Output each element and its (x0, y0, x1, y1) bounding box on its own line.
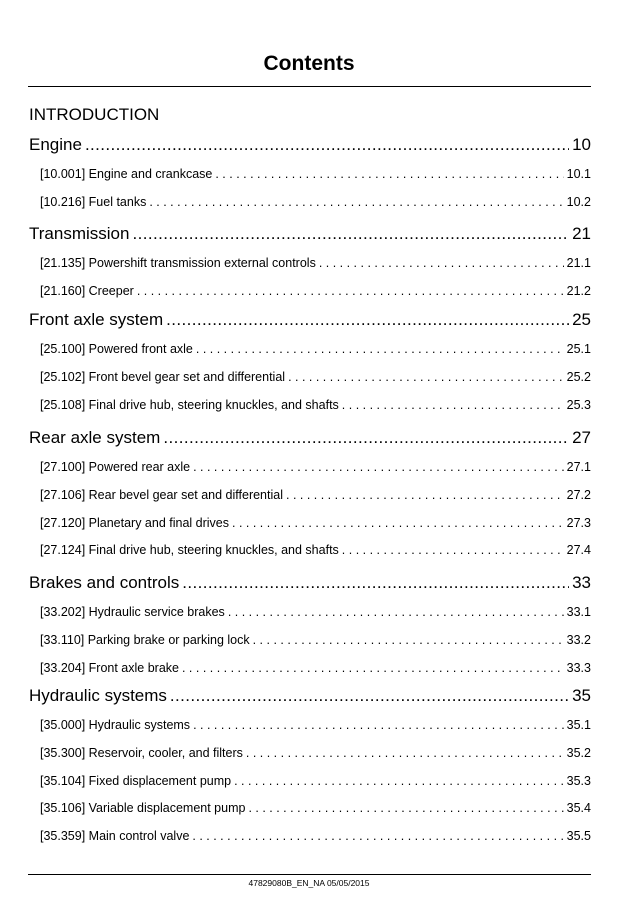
toc-introduction[interactable]: INTRODUCTION (29, 105, 160, 124)
toc-section[interactable] (40, 829, 591, 847)
dot-leader (137, 284, 564, 298)
dot-leader (163, 428, 569, 448)
section-title: [35.000] Hydraulic systems (40, 718, 191, 732)
section-page-number: 10.2 (566, 194, 591, 209)
chapter-title: Front axle system (29, 310, 164, 329)
dot-leader (342, 543, 564, 557)
dot-leader (193, 460, 564, 474)
section-title: [10.001] Engine and crankcase (40, 167, 213, 181)
chapter-title: Engine (29, 135, 82, 154)
section-page-number: 27.2 (566, 487, 591, 502)
toc-chapter[interactable] (29, 428, 591, 450)
toc-section[interactable] (40, 167, 591, 185)
chapter-page-number: 27 (572, 428, 591, 447)
toc-section[interactable] (40, 460, 591, 478)
toc-section[interactable] (40, 284, 591, 302)
section-title: [10.216] Fuel tanks (40, 194, 147, 209)
dot-leader (85, 135, 569, 155)
dot-leader (215, 167, 563, 181)
toc-section[interactable] (40, 516, 591, 534)
dot-leader (228, 605, 564, 619)
toc-chapter[interactable] (29, 224, 591, 246)
dot-leader (170, 686, 569, 706)
toc-section[interactable] (40, 774, 591, 792)
dot-leader (192, 829, 563, 843)
dot-leader (182, 573, 569, 593)
toc-section[interactable] (40, 342, 591, 360)
toc-section[interactable] (40, 488, 591, 506)
section-title: [35.106] Variable displacement pump (40, 801, 246, 816)
toc-chapter[interactable] (29, 135, 591, 157)
section-title: [27.106] Rear bevel gear set and differential (40, 487, 283, 502)
dot-leader (166, 310, 569, 330)
section-title: [21.135] Powershift transmission external controls (40, 256, 316, 270)
toc-section[interactable] (40, 661, 591, 679)
section-title: [21.160] Creeper (40, 283, 134, 298)
section-title: [33.204] Front axle brake (40, 660, 179, 675)
dot-leader (232, 516, 564, 530)
chapter-title: Brakes and controls (29, 573, 180, 592)
dot-leader (193, 718, 564, 732)
page-title: Contents (263, 52, 355, 75)
chapter-page-number: 33 (572, 573, 591, 592)
chapter-title: Transmission (29, 224, 130, 243)
toc-section[interactable] (40, 801, 591, 819)
section-page-number: 10.1 (566, 167, 591, 181)
section-page-number: 35.5 (566, 829, 591, 844)
dot-leader (253, 633, 564, 647)
chapter-page-number: 21 (572, 224, 591, 243)
section-page-number: 35.1 (566, 718, 591, 732)
section-title: [33.202] Hydraulic service brakes (40, 605, 225, 619)
toc-chapter[interactable] (29, 686, 591, 708)
toc-section[interactable] (40, 543, 591, 561)
section-page-number: 33.1 (566, 605, 591, 619)
section-page-number: 21.1 (566, 256, 591, 270)
section-page-number: 27.1 (566, 460, 591, 474)
dot-leader (132, 224, 569, 244)
dot-leader (149, 195, 563, 209)
section-page-number: 25.3 (566, 397, 591, 412)
chapter-page-number: 25 (572, 310, 591, 329)
section-title: [27.120] Planetary and final drives (40, 515, 230, 530)
toc-chapter[interactable] (29, 573, 591, 595)
section-page-number: 35.2 (566, 745, 591, 760)
section-title: [27.100] Powered rear axle (40, 460, 191, 474)
section-page-number: 25.1 (566, 342, 591, 356)
toc-section[interactable] (40, 370, 591, 388)
toc-section[interactable] (40, 256, 591, 274)
section-title: [35.300] Reservoir, cooler, and filters (40, 745, 243, 760)
section-title: [33.110] Parking brake or parking lock (40, 632, 250, 647)
dot-leader (248, 801, 563, 815)
section-title: [27.124] Final drive hub, steering knuckles, and shafts (40, 543, 339, 558)
section-title: [35.104] Fixed displacement pump (40, 773, 232, 788)
toc-section[interactable] (40, 718, 591, 736)
dot-leader (234, 774, 564, 788)
toc-section[interactable] (40, 605, 591, 623)
section-page-number: 27.3 (566, 515, 591, 530)
section-page-number: 35.3 (566, 773, 591, 788)
dot-leader (246, 746, 564, 760)
chapter-title: Rear axle system (29, 428, 161, 447)
toc-section[interactable] (40, 195, 591, 213)
section-page-number: 33.2 (566, 632, 591, 647)
section-page-number: 21.2 (566, 283, 591, 298)
toc-chapter[interactable] (29, 310, 591, 332)
section-page-number: 33.3 (566, 660, 591, 675)
chapter-page-number: 35 (572, 686, 591, 705)
section-title: [25.102] Front bevel gear set and differential (40, 369, 286, 384)
section-page-number: 25.2 (566, 369, 591, 384)
dot-leader (319, 256, 564, 270)
chapter-page-number: 10 (572, 135, 591, 154)
section-title: [25.108] Final drive hub, steering knuckles, and shafts (40, 397, 339, 412)
toc-section[interactable] (40, 398, 591, 416)
chapter-title: Hydraulic systems (29, 686, 167, 705)
toc-section[interactable] (40, 746, 591, 764)
header-rule (28, 86, 591, 87)
dot-leader (286, 488, 564, 502)
section-title: [35.359] Main control valve (40, 829, 190, 844)
dot-leader (182, 661, 564, 675)
dot-leader (288, 370, 564, 384)
toc-section[interactable] (40, 633, 591, 651)
section-page-number: 27.4 (566, 543, 591, 558)
footer-rule (28, 874, 591, 875)
dot-leader (196, 342, 564, 356)
footer-doc-id: 47829080B_EN_NA 05/05/2015 (248, 878, 370, 888)
section-page-number: 35.4 (566, 801, 591, 816)
section-title: [25.100] Powered front axle (40, 342, 193, 356)
dot-leader (342, 398, 564, 412)
